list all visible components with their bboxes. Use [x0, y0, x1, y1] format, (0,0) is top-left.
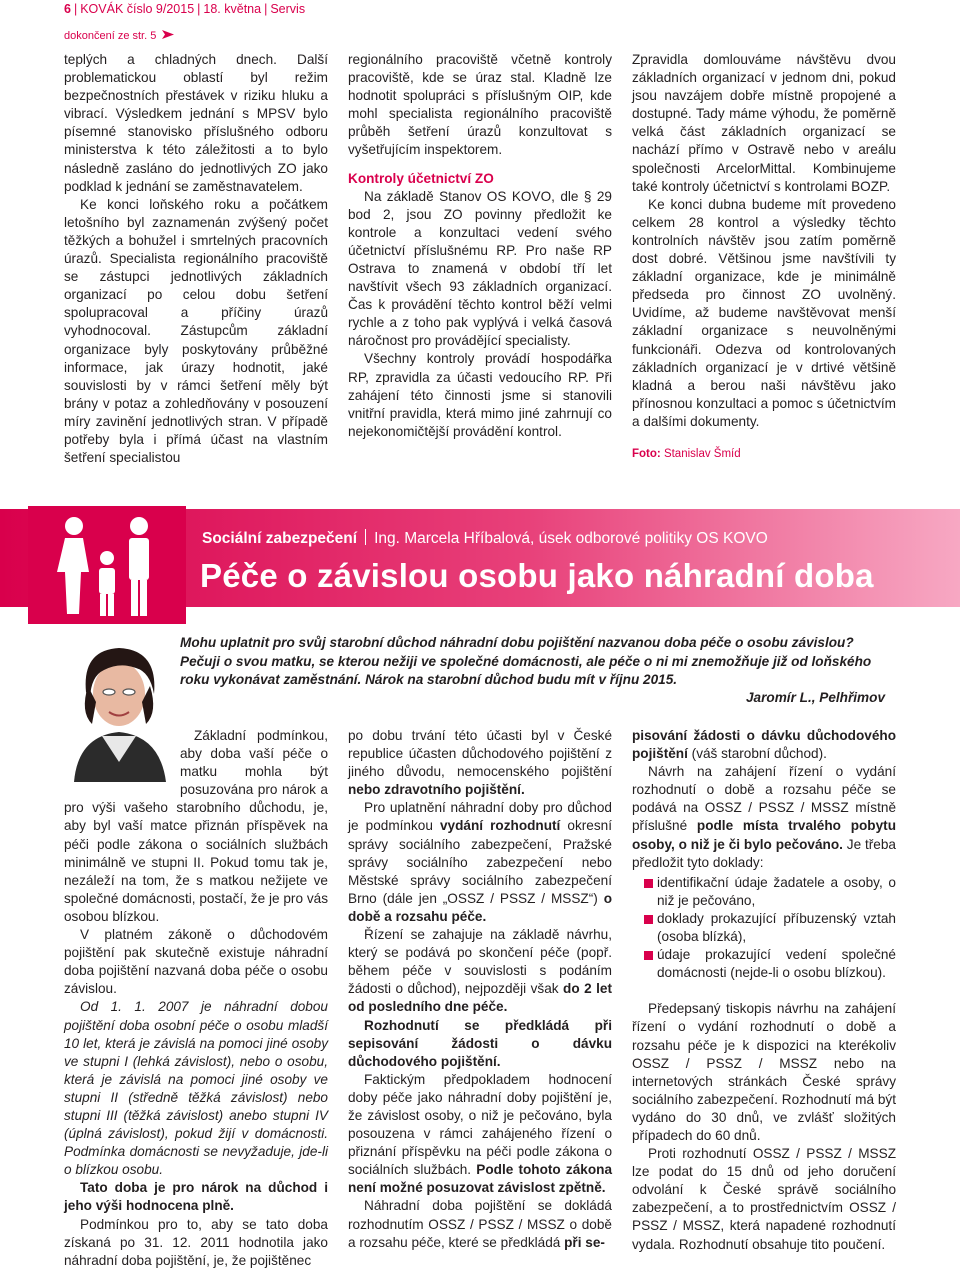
arrow-right-icon [162, 30, 174, 39]
square-bullet-icon [644, 951, 653, 960]
banner-section: Sociální zabezpečení [202, 530, 358, 547]
paragraph: Rozhodnutí se předkládá při sepisování žádosti o dávku důchodového pojištění. [348, 1017, 612, 1069]
photo-credit: Foto: Stanislav Šmíd [632, 447, 741, 460]
paragraph: Faktickým předpokladem hodnocení doby péče jako náhradní doby pojištění je, že závislost osoby, o niž je pečováno, byla posouzena v rámci zahájeného řízení o přiznání příspěvku na péči podle zákona o sociálních službách. Podle tohoto zákona není možné posuzovat závislost zpětně. [348, 1071, 613, 1196]
paragraph: Náhradní doba pojištění se dokládá rozhodnutím OSSZ / PSSZ / MSSZ o době a rozsahu péče, které se předkládá při se- [348, 1198, 612, 1250]
paragraph: Návrh na zahájení řízení o vydání rozhodnutí o době a rozsahu péče se podává na OSSZ / PSSZ / MSSZ místně příslušné podle místa trvalého pobytu osoby, o niž je či bylo pečováno. Je třeba předložit tyto doklady: [632, 764, 896, 870]
article-title: Péče o závislou osobu jako náhradní doba [200, 557, 874, 594]
paragraph: V platném zákoně o důchodovém pojištění pak skutečně existuje náhradní doba pojištění nazvaná doba péče o osobu závislou. [64, 927, 328, 997]
banner-author: Ing. Marcela Hříbalová, úsek odborové politiky OS KOVO [374, 530, 768, 547]
paragraph: Podmínkou pro to, aby se tato doba získaná po 31. 12. 2011 hodnotila jako náhradní doba pojištění, je, že pojištěnec [64, 1216, 328, 1268]
paragraph: Pro uplatnění náhradní doby pro důchod je podmínkou vydání rozhodnutí okresní správy sociálního zabezpečení, Pražské správy sociálního zabezpečení nebo Městské správy sociálního zabezpečení Brno (dále jen „OSSZ / PSSZ / MSSZ“) o době a rozsahu péče. [348, 800, 612, 924]
continued-note[interactable]: dokončení ze str. 5 [64, 30, 174, 42]
bottom-column-3 [632, 727, 896, 1254]
square-bullet-icon [644, 915, 653, 924]
paragraph: Základní podmínkou, aby doba vaší péče o matku mohla být posuzována pro nárok a pro výši vašeho starobního důchodu, je, aby byl vaší matce přiznán příspěvek na péči podle zákona o sociálních službách minimálně ve stupni II. Pokud tomu tak je, nezáleží na tom, že s matkou nežijete ve společné domácnosti, postačí, že je pro vás osobou blízkou. [64, 728, 328, 924]
paragraph: Řízení se zahajuje na základě návrhu, který se podává po skončení péče (popř. během péče v souvislosti s podáním žádosti o důchod), nejpozději však do 2 let od posledního dne péče. [348, 927, 612, 1015]
subheading: Kontroly účetnictví ZO [348, 170, 494, 186]
reader-signature: Jaromír L., Pelhřimov [746, 690, 886, 705]
reader-question: Mohu uplatnit pro svůj starobní důchod náhradní dobu pojištění nazvanou doba péče o osobu závislou? Pečuji o svou matku, se kterou nežiji ve společné domácnosti, ale péče o ni mi znemožňuje již od loňského roku vykonávat zaměstnání. Nárok na starobní důchod budu mít v říjnu 2015. [180, 635, 872, 687]
list-item: údaje prokazující vedení společné domácnosti (nejde-li o osobu blízkou). [632, 946, 896, 982]
paragraph: pisování žádosti o dávku důchodového pojištění (váš starobní důchod). [632, 728, 896, 762]
square-bullet-icon [644, 879, 653, 888]
paragraph: teplých a chladných dnech. Další problematickou oblastí byl režim bezpečnostních přestávek v riziku hluku a vibrací. Výsledkem jednání s MPSV bylo písemné stanovisko příslušného odboru ministerstva k této záležitosti a to bylo následně zasláno do jednotlivých ZO jako podklad k jednání se zaměstnavatelem. [64, 52, 328, 194]
paragraph: Od 1. 1. 2007 je náhradní dobou pojištění doba osobní péče o osobu mladší 10 let, která je závislá na pomoci jiné osoby ve stupni I (lehká závislost), nebo o osobu, která je závislá na pomoci jiné osoby ve stupni II (středně těžká závislost) nebo stupni III (těžká závislost) anebo stupni IV (úplná závislost), pokud žijí v domácnosti. Podmínka domácnosti se nevyžaduje, jde-li o blízkou osobu. [64, 999, 328, 1178]
paragraph: Předepsaný tiskopis návrhu na zahájení řízení o vydání rozhodnutí o době a rozsahu péče je k dispozici na kterékoliv OSSZ / PSSZ / MSSZ nebo na internetových stránkách České správy sociálního zabezpečení. Rozhodnutí má být vydáno do 30 dnů, ve zvlášť složitých případech do 60 dnů. [632, 1001, 896, 1143]
paragraph: Všechny kontroly provádí hospodářka RP, zpravidla za účasti vedoucího RP. Při zahájení této činnosti jsme si stanovili vnitřní pravidla, která mimo jiné zahrnují co nejekonomičtější provádění kontrol. [348, 351, 612, 439]
paragraph: Ke konci loňského roku a počátkem letošního byl zaznamenán zvýšený počet těžkých a bohužel i smrtelných pracovních úrazů. Specialista regionálního pracoviště se zástupci jednotlivých základních organizací po celou dobu šetření spolupracoval a příčiny úrazů vyhodnocoval. Zástupcům základní organizace byly poskytovány průběžné informace, jak úrazy hodnotit, jaké souvislosti by v rámci šetření měly být brány v potaz a zohledňovány v posouzení míry zavinění jednotlivých stran. V případě potřeby byla i přímá účast na vlastním šetření specialistou [64, 196, 328, 466]
banner-section-line [202, 529, 768, 548]
list-item: identifikační údaje žadatele a osoby, o niž je pečováno, [632, 874, 896, 910]
paragraph: regionálního pracoviště včetně kontroly pracoviště, kde se úraz stal. Kladně lze hodnotit spolupráci s příslušným OIP, kde mohl specialista regionálního pracoviště průběh šetření úrazů konzultovat s vyšetřujícím inspektorem. [348, 52, 612, 158]
paragraph: Ke konci dubna budeme mít provedeno celkem 28 kontrol a výsledky těchto kontrolních návštěv jsou zatím poměrně dost dobré. Většinou jsme navštívili ty základní organizace, kde je minimálně předseda pro činnost ZO uvolněný. Uvidíme, až budeme navštěvovat menší základní organizace s neuvolněnými funkcionáři. Odezva od kontrolovaných základních organizací je v drtivé většině kladná a berou naši návštěvu jako přínosnou konzultaci a pomoc s účetnictvím a dalšími dokumenty. [632, 196, 896, 429]
paragraph: Proti rozhodnutí OSSZ / PSSZ / MSSZ lze podat do 15 dnů od jeho doručení odvolání k České správě sociálního zabezpečení, a to prostřednictvím OSSZ / PSSZ / MSSZ, která napadené rozhodnutí vydala. Rozhodnutí obsahuje tito poučení. [632, 1146, 896, 1252]
page-header: 6 | KOVÁK číslo 9/2015 | 18. května | Servis [64, 2, 306, 16]
documents-list [632, 874, 896, 983]
magazine-name: KOVÁK číslo 9/2015 [80, 2, 195, 16]
top-column-2 [348, 51, 612, 441]
page-number: 6 [64, 2, 71, 16]
paragraph: Tato doba je pro nárok na důchod i jeho výši hodnocena plně. [64, 1180, 328, 1214]
section-name: Servis [270, 2, 306, 16]
top-column-1 [64, 51, 328, 467]
paragraph: Zpravidla domlouváme návštěvu dvou základních organizací v jednom dni, pokud jsou navzájem dobře místně propojené a dostupné. Tady máme výhodu, že poměrně velká část základních organizací se nachází přímo v Ostravě nebo v areálu společnosti ArcelorMittal. Kombinujeme také kontroly účetnictví s kontrolami BOZP. [632, 52, 896, 194]
bottom-column-2 [348, 727, 612, 1252]
list-item: doklady prokazující příbuzenský vztah (osoba blízká), [632, 910, 896, 946]
paragraph: Na základě Stanov OS KOVO, dle § 29 bod 2, jsou ZO povinny předložit ke kontrole a konzultaci vedení svého účetnictví příslušnému RP. Pro naše RP Ostrava to znamená v období tří let navštívit všech 93 základních organizací. Čas k provádění těchto kontrol běží velmi rychle a z toho pak vyplývá i velká časová náročnost pro provádějící specialisty. [348, 188, 612, 349]
issue-date: 18. května [203, 2, 262, 16]
bottom-column-1 [64, 727, 328, 1270]
family-icon [28, 506, 186, 624]
top-column-3 [632, 51, 896, 463]
paragraph: po dobu trvání této účasti byl v České republice účasten důchodového pojištění z jiného důvodu, nemocenského pojištění nebo zdravotního pojištění. [348, 728, 612, 798]
